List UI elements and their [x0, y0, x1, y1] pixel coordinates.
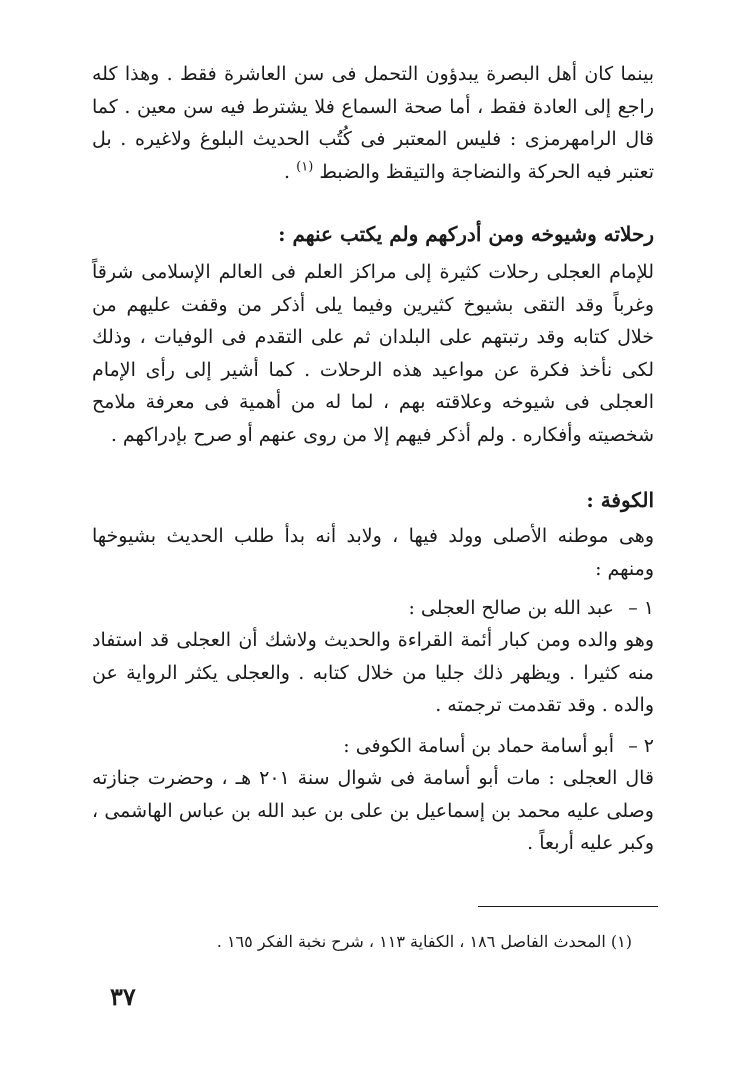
kufa-paragraph: وهى موطنه الأصلى وولد فيها ، ولابد أنه بدأ طلب الحديث بشيوخها ومنهم :: [92, 525, 654, 580]
footnote: (١) المحدث الفاصل ١٨٦ ، الكفاية ١١٣ ، شرح نخبة الفكر ١٦٥ .: [216, 932, 632, 951]
item-1-number: ١ –: [628, 597, 654, 619]
item-2-body: قال العجلى : مات أبو أسامة فى شوال سنة ٢٠١ هـ ، وحضرت جنازته وصلى عليه محمد بن إسماعيل بن على بن عبد الله بن عباس الهاشمى ، وكبر عليه أربعاً .: [92, 767, 654, 854]
kufa-heading: الكوفة :: [586, 488, 654, 512]
item-1-title: [92, 592, 654, 624]
item-1-name: عبد الله بن صالح العجلى :: [408, 597, 614, 619]
item-2-name: أبو أسامة حماد بن أسامة الكوفى :: [343, 735, 614, 757]
travels-heading: رحلاته وشيوخه ومن أدركهم ولم يكتب عنهم :: [278, 222, 654, 246]
item-1-body: وهو والده ومن كبار أئمة القراءة والحديث ولاشك أن العجلى قد استفاد منه كثيرا . ويظهر ذلك جليا من خلال كتابه . والعجلى يكثر الرواية عن والده . وقد تقدمت ترجمته .: [92, 629, 654, 716]
intro-end: .: [284, 160, 291, 183]
item-2-title: [92, 730, 654, 762]
footnote-divider: [478, 906, 658, 907]
footnote-reference: (١): [296, 159, 314, 175]
intro-paragraph: [92, 58, 654, 188]
page-number: ٣٧: [110, 982, 136, 1011]
item-2-number: ٢ –: [628, 735, 654, 757]
travels-paragraph: للإمام العجلى رحلات كثيرة إلى مراكز العلم فى العالم الإسلامى شرقاً وغرباً وقد التقى بشيوخ كثيرين وفيما يلى أذكر من وقفت عليهم من خلال كتابه وقد رتبتهم على البلدان ثم على التقدم فى الوفيات ، وذلك لكى نأخذ فكرة عن مواعيد هذه الرحلات . كما أشير إلى رأى الإمام العجلى فى شيوخه وعلاقته بهم ، لما له من أهمية فى معرفة ملامح شخصيته وأفكاره . ولم أذكر فيهم إلا من روى عنهم أو صرح بإدراكهم .: [92, 261, 654, 446]
intro-text: بينما كان أهل البصرة يبدؤون التحمل فى سن العاشرة فقط . وهذا كله راجع إلى العادة فقط ، أما صحة السماع فلا يشترط فيه سن معين . كما قال الرامهرمزى : فليس المعتبر فى كُتُب الحديث البلوغ ولاغيره . بل تعتبر فيه الحركة والنضاجة والتيقظ والضبط: [92, 63, 654, 183]
